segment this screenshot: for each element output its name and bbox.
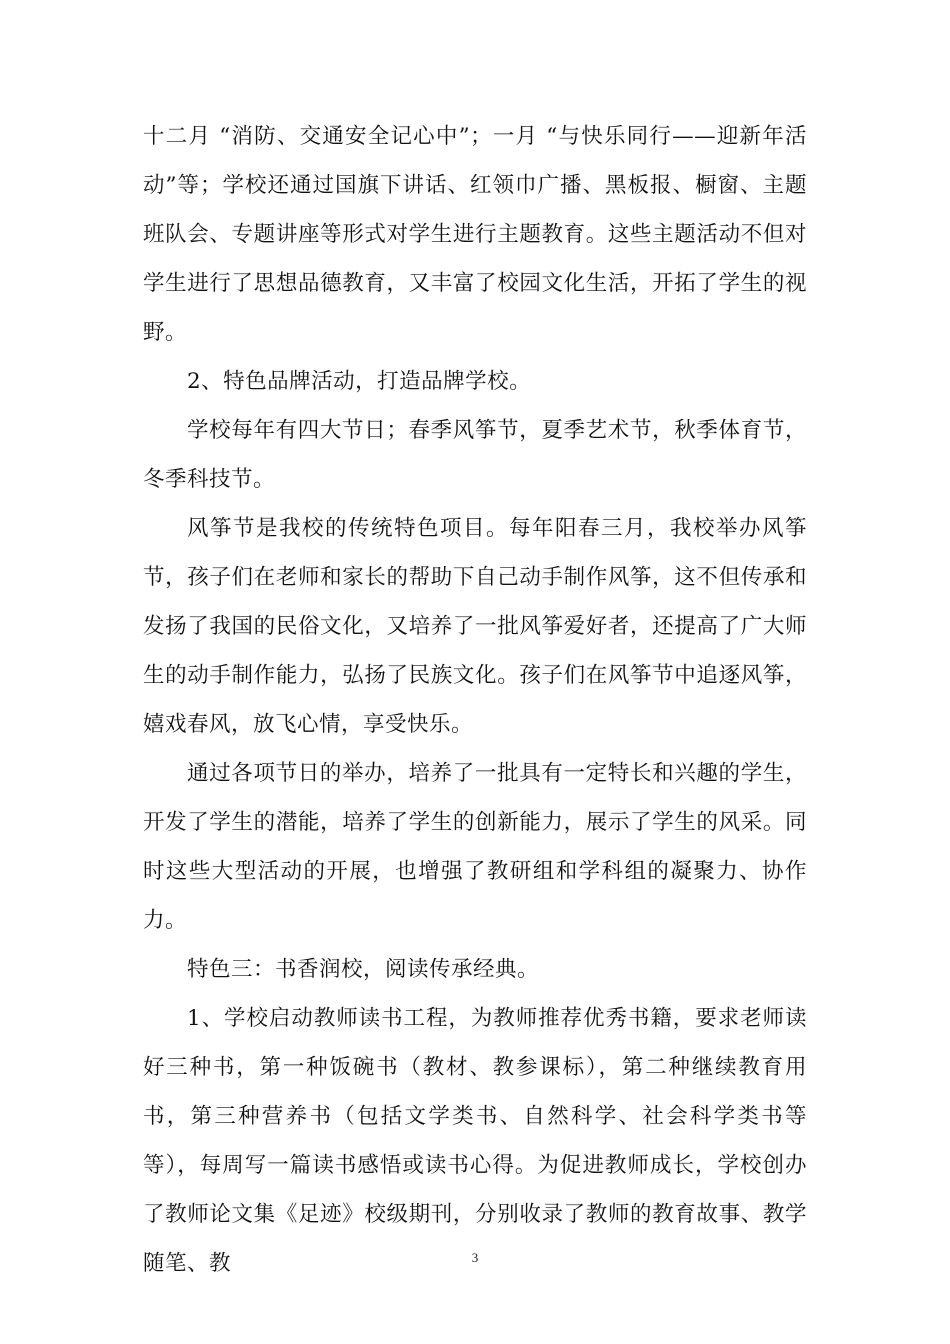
document-body (143, 112, 807, 1288)
paragraph-6-heading: 特色三：书香润校，阅读传承经典。 (187, 957, 540, 982)
page-number: 3 (471, 1250, 479, 1265)
paragraph-1: 十二月 “消防、交通安全记心中”；一月 “与快乐同行——迎新年活动”等；学校还通过国旗下讲话、红领巾广播、黑板报、橱窗、主题班队会、专题讲座等形式对学生进行主题教育。这些主题活动不但对学生进行了思想品德教育，又丰富了校园文化生活，开拓了学生的视野。 (143, 124, 807, 345)
paragraph-7: 1、学校启动教师读书工程，为教师推荐优秀书籍，要求老师读好三种书，第一种饭碗书（教材、教参课标），第二种继续教育用书，第三种营养书（包括文学类书、自然科学、社会科学类书等等），每周写一篇读书感悟或读书心得。为促进教师成长，学校创办了教师论文集《足迹》校级期刊，分别收录了教师的教育故事、教学随笔、教 (143, 1006, 807, 1276)
paragraph-5: 通过各项节日的举办，培养了一批具有一定特长和兴趣的学生，开发了学生的潜能，培养了学生的创新能力，展示了学生的风采。同时这些大型活动的开展，也增强了教研组和学科组的凝聚力、协作力。 (143, 761, 807, 933)
paragraph-2-heading: 2、特色品牌活动，打造品牌学校。 (187, 369, 532, 394)
paragraph-4: 风筝节是我校的传统特色项目。每年阳春三月，我校举办风筝节，孩子们在老师和家长的帮助下自己动手制作风筝，这不但传承和发扬了我国的民俗文化，又培养了一批风筝爱好者，还提高了广大师生的动手制作能力，弘扬了民族文化。孩子们在风筝节中追逐风筝，嬉戏春风，放飞心情，享受快乐。 (143, 516, 807, 737)
paragraph-3: 学校每年有四大节日；春季风筝节，夏季艺术节，秋季体育节，冬季科技节。 (143, 418, 807, 492)
